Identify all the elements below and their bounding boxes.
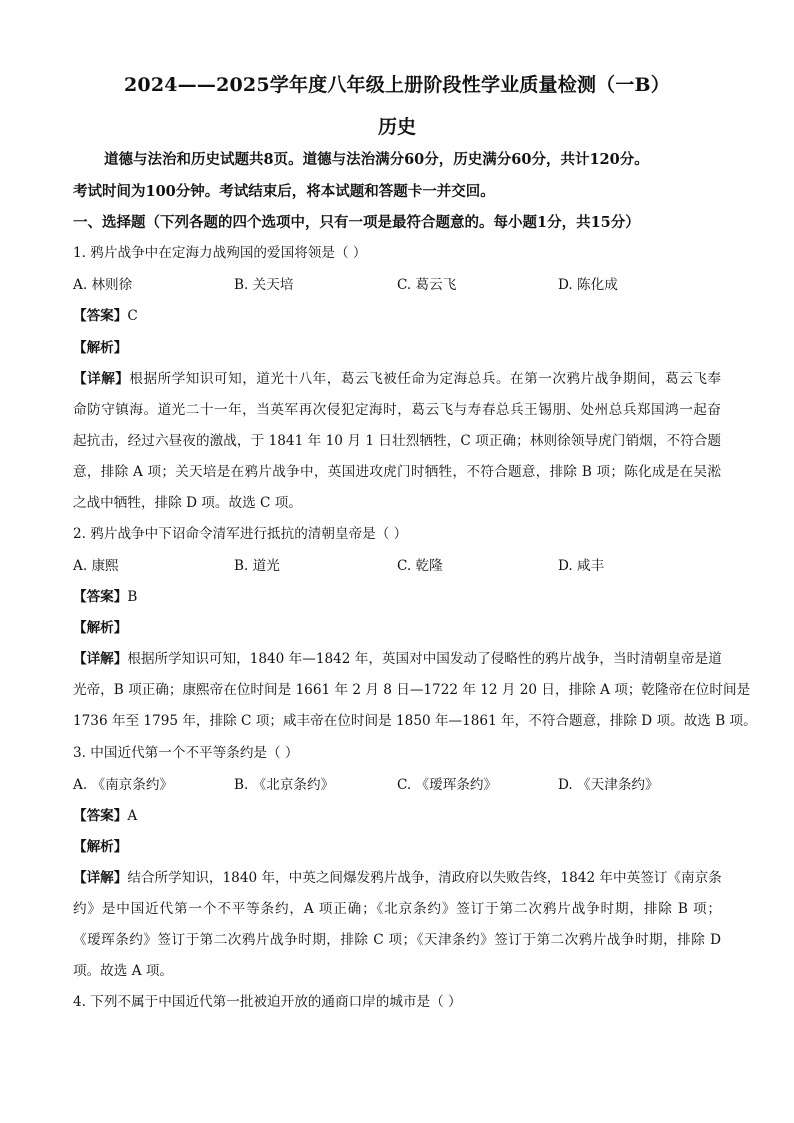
question-1-detail-line-2: 命防守镇海。道光二十一年，当英军再次侵犯定海时，葛云飞与寿春总兵王锡朋、处州总兵郑国鸿一起奋 — [73, 402, 721, 418]
question-2-option-c: C. 乾隆 — [397, 558, 443, 574]
question-1-option-c: C. 葛云飞 — [397, 277, 457, 293]
question-1-detail-line-1 — [73, 369, 721, 389]
question-1-option-a: A. 林则徐 — [73, 277, 133, 293]
question-3-analysis — [73, 837, 723, 857]
question-2-analysis — [73, 618, 723, 638]
intro-line-1: 道德与法治和历史试题共8页。道德与法治满分60分，历史满分60分，共计120分。 — [104, 151, 649, 168]
detail-label: 【详解】 — [73, 651, 128, 667]
question-1-analysis — [73, 338, 723, 358]
answer-value: A — [127, 808, 138, 824]
question-1-detail-line-3: 起抗击，经过六昼夜的激战，于 1841 年 10 月 1 日壮烈牺牲，C 项正确；林则徐领导虎门销烟，不符合题 — [73, 433, 721, 449]
question-2-detail-line-3: 1736 年至 1795 年，排除 C 项；咸丰帝在位时间是 1850 年—1861 年，不符合题意，排除 D 项。故选 B 项。 — [73, 713, 757, 729]
question-2-option-a: A. 康熙 — [73, 558, 119, 574]
analysis-label: 【解析】 — [73, 340, 128, 356]
question-3-option-b: B. 《北京条约》 — [234, 777, 335, 793]
answer-label: 【答案】 — [73, 589, 128, 605]
question-3-detail-line-1 — [73, 868, 721, 888]
question-1-option-d: D. 陈化成 — [558, 277, 618, 293]
question-3-detail-line-2: 约》是中国近代第一个不平等条约，A 项正确；《北京条约》签订于第二次鸦片战争时期，排除 B 项； — [73, 901, 721, 917]
page-title: 2024——2025学年度八年级上册阶段性学业质量检测（一B） — [123, 74, 671, 96]
question-3-option-c: C. 《瑷珲条约》 — [397, 777, 498, 793]
question-2-detail-line-1 — [73, 649, 721, 669]
detail-text: 根据所学知识可知，道光十八年，葛云飞被任命为定海总兵。在第一次鸦片战争期间，葛云飞奉 — [129, 371, 722, 387]
question-1-detail-line-5: 之战中牺牲，排除 D 项。故选 C 项。 — [73, 495, 302, 511]
question-2-answer — [73, 587, 723, 607]
answer-value: C — [127, 308, 138, 324]
question-2-option-d: D. 咸丰 — [558, 558, 605, 574]
detail-text: 结合所学知识，1840 年，中英之间爆发鸦片战争，清政府以失败告终，1842 年中英签订《南京条 — [127, 870, 722, 886]
question-3-option-d: D. 《天津条约》 — [558, 777, 659, 793]
question-1-option-b: B. 关天培 — [234, 277, 294, 293]
section-heading: 一、选择题（下列各题的四个选项中，只有一项是最符合题意的。每小题1分，共15分） — [73, 214, 640, 231]
question-2-stem: 2. 鸦片战争中下诏命令清军进行抵抗的清朝皇帝是（ ） — [73, 526, 408, 542]
intro-line-2: 考试时间为100分钟。考试结束后，将本试题和答题卡一并交回。 — [73, 183, 495, 200]
detail-label: 【详解】 — [73, 371, 130, 387]
question-3-stem: 3. 中国近代第一个不平等条约是（ ） — [73, 745, 299, 761]
answer-label: 【答案】 — [73, 308, 128, 324]
question-3-option-a: A. 《南京条约》 — [73, 777, 174, 793]
question-2-detail-line-2: 光帝，B 项正确；康熙帝在位时间是 1661 年 2 月 8 日—1722 年 12 月 20 日，排除 A 项；乾隆帝在位时间是 — [73, 682, 751, 698]
answer-value: B — [127, 589, 138, 605]
question-2-option-b: B. 道光 — [234, 558, 280, 574]
question-3-answer — [73, 806, 723, 826]
question-3-detail-line-3: 《瑷珲条约》签订于第二次鸦片战争时期，排除 C 项；《天津条约》签订于第二次鸦片战争时期，排除 D — [73, 932, 721, 948]
analysis-label: 【解析】 — [73, 620, 128, 636]
subject-title: 历史 — [377, 116, 416, 138]
question-1-answer — [73, 306, 723, 326]
detail-label: 【详解】 — [73, 870, 128, 886]
question-4-stem: 4. 下列不属于中国近代第一批被迫开放的通商口岸的城市是（ ） — [73, 994, 462, 1010]
question-1-detail-line-4: 意，排除 A 项；关天培是在鸦片战争中，英国进攻虎门时牺牲，不符合题意，排除 B 项；陈化成是在吴淞 — [73, 464, 721, 480]
analysis-label: 【解析】 — [73, 839, 128, 855]
question-3-detail-line-4: 项。故选 A 项。 — [73, 963, 174, 979]
detail-text: 根据所学知识可知，1840 年—1842 年，英国对中国发动了侵略性的鸦片战争，当时清朝皇帝是道 — [127, 651, 722, 667]
answer-label: 【答案】 — [73, 808, 128, 824]
question-1-stem: 1. 鸦片战争中在定海力战殉国的爱国将领是（ ） — [73, 245, 367, 261]
